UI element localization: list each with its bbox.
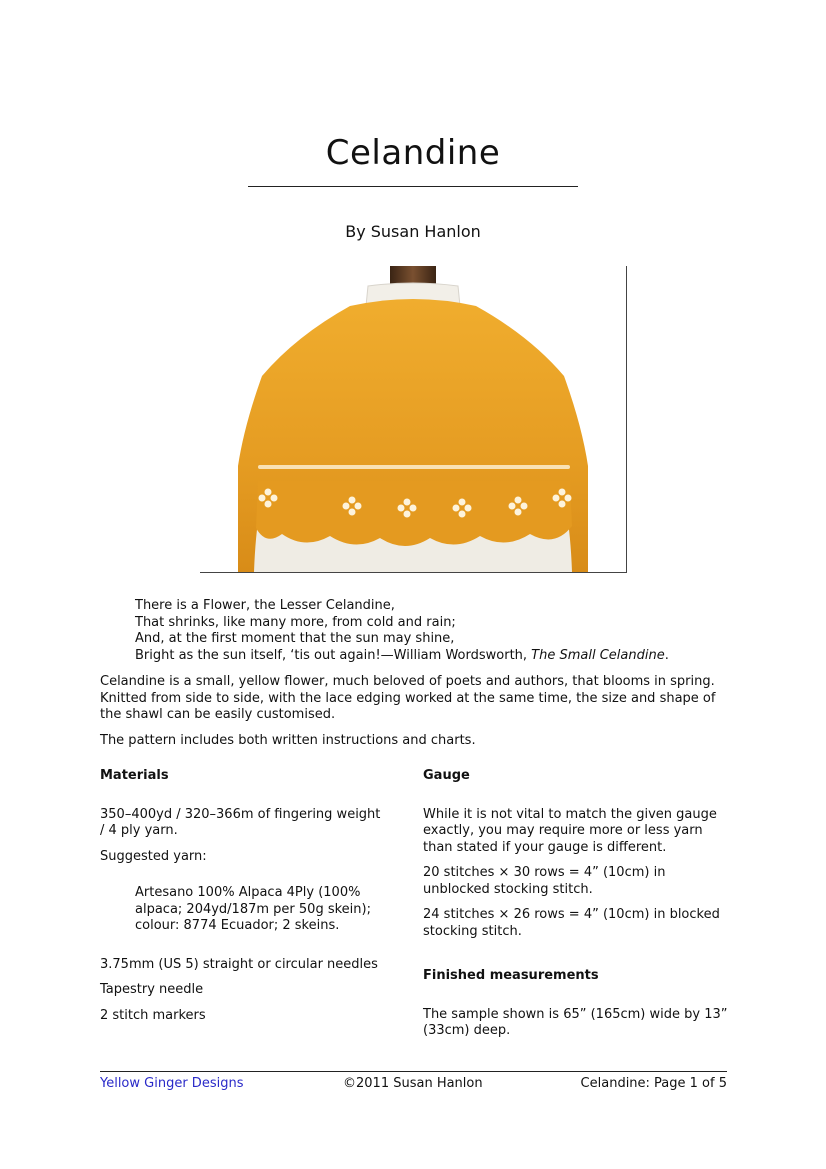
poem-line [135, 648, 669, 665]
intro-paragraph: The pattern includes both written instructions and charts. [100, 732, 476, 748]
shawl-illustration [200, 266, 626, 572]
gauge-note: While it is not vital to match the given gauge exactly, you may require more or less yarn than stated if your gauge is different. [423, 806, 717, 855]
finished-heading: Finished measurements [423, 968, 599, 983]
publisher-link[interactable]: Yellow Ginger Designs [100, 1076, 244, 1091]
eyelet-row [258, 465, 570, 469]
page-number: Celandine: Page 1 of 5 [580, 1076, 727, 1091]
poem-line: And, at the first moment that the sun may shine, [135, 631, 455, 646]
gauge-heading: Gauge [423, 768, 470, 783]
poem-line: There is a Flower, the Lesser Celandine, [135, 598, 395, 613]
suggested-yarn-label: Suggested yarn: [100, 848, 207, 864]
gauge-blocked: 24 stitches × 26 rows = 4” (10cm) in blocked stocking stitch. [423, 907, 720, 939]
poem-line-end: . [664, 647, 669, 663]
gauge-unblocked: 20 stitches × 30 rows = 4” (10cm) in unblocked stocking stitch. [423, 865, 666, 897]
copyright-notice: ©2011 Susan Hanlon [343, 1076, 483, 1091]
poem-title: The Small Celandine [531, 647, 665, 663]
gauge-column [423, 768, 728, 1049]
materials-heading: Materials [100, 768, 169, 783]
markers-item: 2 stitch markers [100, 1007, 206, 1023]
tapestry-item: Tapestry needle [100, 982, 204, 997]
suggested-yarn: Artesano 100% Alpaca 4Ply (100% alpaca; 204yd/187m per 50g skein); colour: 8774 Ecuador; 2 skeins. [135, 885, 371, 933]
yarn-amount: 350–400yd / 320–366m of fingering weight / 4 ply yarn. [100, 806, 381, 838]
title-divider [248, 186, 578, 187]
introduction [100, 674, 730, 758]
lace-edging [256, 481, 572, 546]
page-title: Celandine [325, 132, 501, 173]
poem-line-text: Bright as the sun itself, ‘tis out again!—William Wordsworth, [135, 647, 532, 663]
materials-column [100, 768, 385, 1033]
needles-item: 3.75mm (US 5) straight or circular needles [100, 956, 378, 972]
shawl-photo [200, 266, 627, 573]
footer-divider [100, 1071, 727, 1072]
author-byline: By Susan Hanlon [345, 222, 481, 241]
finished-text: The sample shown is 65” (165cm) wide by 13” (33cm) deep. [423, 1006, 728, 1038]
intro-paragraph: Celandine is a small, yellow flower, much beloved of poets and authors, that blooms in spring. Knitted from side to side, with the lace edging worked at the same time, the size and shape of the shawl can be easily customised. [100, 674, 716, 722]
poem-line: That shrinks, like many more, from cold and rain; [135, 614, 456, 630]
poem-quote [135, 598, 669, 664]
